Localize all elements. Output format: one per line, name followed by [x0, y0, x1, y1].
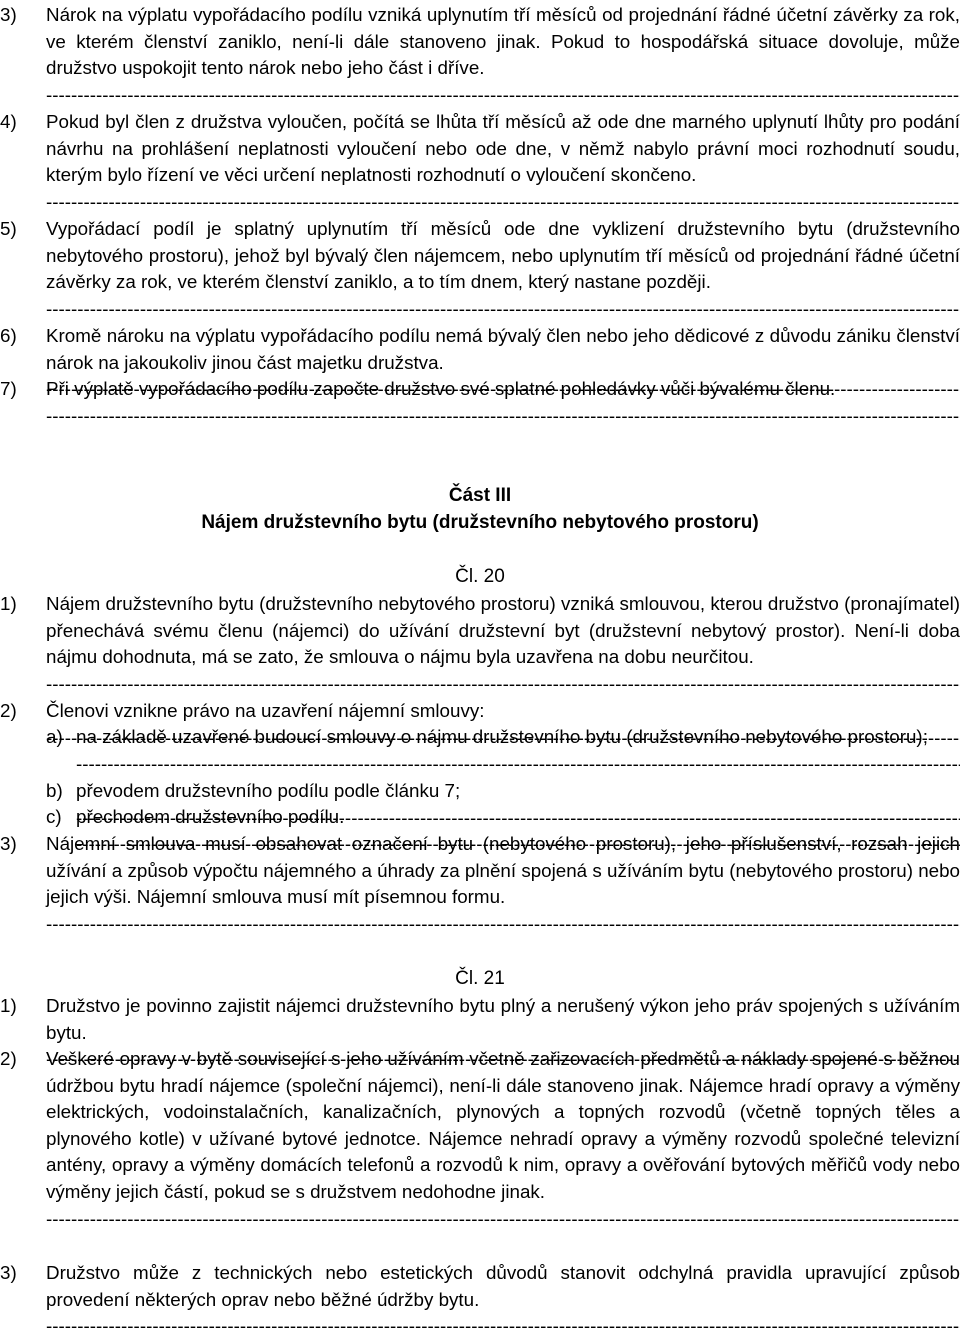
list-item [0, 216, 960, 322]
dash-filler [46, 671, 960, 698]
item-number: 2) [0, 1048, 17, 1069]
list-item [0, 1046, 960, 1232]
item-text: Nájem družstevního bytu (družstevního nebytového prostoru) vzniká smlouvou, kterou družstvo (pronajímatel) přenechává svému členu (nájemci) do užívání družstevní byt (družstevní nebytový prostor). Není-li doba nájmu dohodnuta, má se zato, že smlouva o nájmu byla uzavřena na dobu neurčitou. [46, 593, 960, 668]
item-number: 3) [0, 833, 17, 854]
sub-item-text: na základě uzavřené budoucí smlouvy o nájmu družstevního bytu (družstevního nebytového prostoru); [76, 726, 928, 747]
sub-item-letter: a) [46, 726, 63, 747]
dash-filler [46, 911, 960, 938]
dash-filler [46, 82, 960, 109]
item-number: 1) [0, 593, 17, 614]
list-item [0, 376, 960, 429]
item-text: Kromě nároku na výplatu vypořádacího podílu nemá bývalý člen nebo jeho dědicové z důvodu zániku členství nárok na jakoukoliv jinou část majetku družstva. [46, 325, 960, 373]
list-item [0, 591, 960, 697]
article-title: Čl. 21 [455, 968, 505, 989]
item-number: 1) [0, 995, 17, 1016]
dash-filler [46, 403, 960, 430]
dash-filler [76, 751, 960, 778]
item-text: Veškeré opravy v bytě související s jeho užíváním včetně zařizovacích předmětů a náklady spojené s běžnou údržbou bytu hradí nájemce (společní nájemci), není-li dále stanoveno jinak. Nájemce hradí opravy a výměny elektrických, vodoinstalačních, kanalizačních, plynových a topných rozvodů (včetně topných těles a plynového kotle) v užívané bytové jednotce. Nájemce nehradí opravy a výměny rozvodů společné televizní antény, opravy a výměny domácích telefonů a rozvodů k nim, opravy a ověřování bytových měřičů vody nebo výměny jejich částí, pokud se s družstvem nedohodne jinak. [46, 1048, 960, 1202]
item-number: 3) [0, 1262, 17, 1283]
list-item [0, 2, 960, 108]
list-item [0, 109, 960, 215]
item-text: Členovi vznikne právo na uzavření nájemní smlouvy: [46, 700, 485, 721]
article-title: Čl. 20 [455, 566, 505, 587]
list-item [0, 831, 960, 937]
dash-filler [46, 1313, 960, 1340]
item-number: 4) [0, 111, 17, 132]
item-number: 5) [0, 218, 17, 239]
sub-item-letter: b) [46, 780, 63, 801]
part-title: Část III [448, 485, 512, 506]
sub-item-text: převodem družstevního podílu podle článku 7; [76, 780, 461, 801]
dash-filler [46, 189, 960, 216]
item-text: Při výplatě vypořádacího podílu započte družstvo své splatné pohledávky vůči bývalému členu. [46, 378, 836, 399]
list-item [0, 1260, 960, 1340]
dash-filler [46, 1206, 960, 1233]
item-number: 6) [0, 325, 17, 346]
item-text: Družstvo je povinno zajistit nájemci družstevního bytu plný a nerušený výkon jeho práv spojených s užíváním bytu. [46, 995, 960, 1043]
item-text: Družstvo může z technických nebo estetických důvodů stanovit odchylná pravidla upravující způsob provedení některých oprav nebo běžné údržby bytu. [46, 1262, 960, 1310]
dash-filler [46, 296, 960, 323]
item-text: Nájemní smlouva musí obsahovat označení bytu (nebytového prostoru), jeho příslušenství, rozsah jejich užívání a způsob výpočtu nájemného a úhrady za plnění spojená s užíváním bytu (nebytového prostoru) nebo jejich výši. Nájemní smlouva musí mít písemnou formu. [46, 833, 960, 908]
item-text: Nárok na výplatu vypořádacího podílu vzniká uplynutím tří měsíců od projednání řádné účetní závěrky za rok, ve kterém členství zaniklo, není-li dále stanoveno jinak. Pokud to hospodářská situace dovoluje, může družstvo uspokojit tento nárok nebo jeho část i dříve. [46, 4, 960, 79]
item-number: 2) [0, 700, 17, 721]
item-text: Pokud byl člen z družstva vyloučen, počítá se lhůta tří měsíců až ode dne marného uplynutí lhůty pro podání návrhu na prohlášení neplatnosti vyloučení nebo ode dne, v němž nabylo právní moci rozhodnutí soudu, kterým bylo řízení ve věci určení neplatnosti rozhodnutí o vyloučení skončeno. [46, 111, 960, 186]
sub-item-letter: c) [46, 806, 62, 827]
item-number: 7) [0, 378, 17, 399]
sub-item [0, 724, 960, 777]
sub-item-text: přechodem družstevního podílu. [76, 806, 345, 827]
item-number: 3) [0, 4, 17, 25]
part-subtitle: Nájem družstevního bytu (družstevního nebytového prostoru) [201, 512, 759, 533]
item-text: Vypořádací podíl je splatný uplynutím tří měsíců ode dne vyklizení družstevního bytu (družstevního nebytového prostoru), jehož byl bývalý člen nájemcem, nebo uplynutím tří měsíců od projednání řádné účetní závěrky za rok, ve kterém členství zaniklo, a to tím dnem, který nastane později. [46, 218, 960, 293]
